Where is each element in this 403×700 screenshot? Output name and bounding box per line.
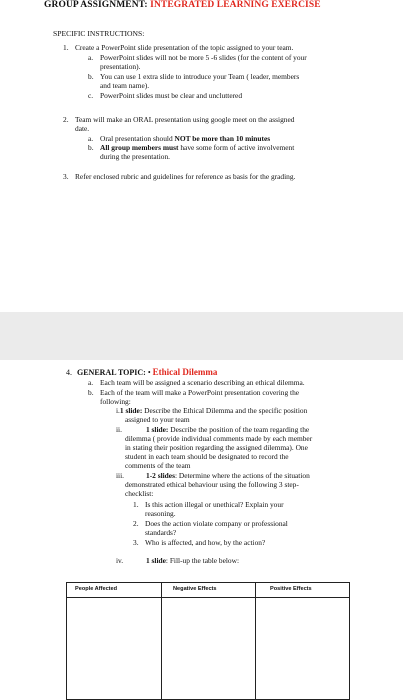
document-page-2 [0,360,403,700]
checklist-1-line-1: Is this action illegal or unethical? Explain your [145,500,284,509]
table-header-positive-effects: Positive Effects [270,586,312,592]
effects-table [66,582,350,700]
checklist-2-number: 2. [133,519,139,528]
item-1b-line-1: You can use 1 extra slide to introduce your Team ( leader, members [100,72,300,81]
topic-a-text: Each team will be assigned a scenario describing an ethical dilemma. [100,378,305,387]
slide-ii-line-2: dilemma ( provide individual comments made by each member [125,434,313,443]
slide-ii-rest: Describe the position of the team regarding the [168,425,310,434]
header-prefix: GROUP ASSIGNMENT: [44,0,148,10]
slide-ii-label: ii. [116,425,122,434]
slide-iv-label: iv. [116,556,124,565]
checklist-1-number: 1. [133,500,139,509]
item-3-text: Refer enclosed rubric and guidelines for reference as basis for the grading. [75,172,296,181]
slide-i-line-2: assigned to your team [125,415,190,424]
topic-bullet: • [147,368,151,377]
topic-number: 4. [66,368,72,377]
slide-ii-line-5: comments of the team [125,461,191,470]
item-1c-line-1: PowerPoint slides must be clear and uncluttered [100,91,243,100]
slide-iii-bold: 1-2 slides [146,471,175,480]
topic-b-line-1: Each of the team will make a PowerPoint presentation covering the [100,388,300,397]
item-1a-label: a. [88,53,94,62]
slide-i-bold: 1 slide: [119,406,143,415]
table-column-divider [255,583,256,699]
item-2b-line-2: during the presentation. [100,152,170,161]
page-separator [0,312,403,360]
topic-title: Ethical Dilemma [152,367,218,377]
item-2b-text [100,143,294,152]
slide-ii-bold: 1 slide: [146,425,169,434]
checklist-3-number: 3. [133,538,139,547]
slide-i-rest: Describe the Ethical Dilemma and the specific position [142,406,308,415]
checklist-2-line-2: standards? [145,528,177,537]
slide-iii-label: iii. [116,471,125,480]
checklist-2-line-1: Does the action violate company or professional [145,519,288,528]
topic-label: GENERAL TOPIC: [77,368,146,377]
topic-b-label: b. [88,388,94,397]
slide-ii [146,425,309,434]
topic-b-line-2: following: [100,397,131,406]
slide-iii-rest: : Determine where the actions of the situation [174,471,310,480]
checklist-1-line-2: reasoning. [145,509,176,518]
item-2a-text [100,134,270,143]
checklist-3-text: Who is affected, and how, by the action? [145,538,266,547]
item-2a-label: a. [88,134,94,143]
topic-a-label: a. [88,378,94,387]
item-1-text: Create a PowerPoint slide presentation of the topic assigned to your team. [75,43,294,52]
slide-ii-line-4: student in each team should be designated to record the [125,452,289,461]
item-2b-label: b. [88,143,94,152]
item-1b-line-2: and team name). [100,81,150,90]
slide-iii [146,471,310,480]
table-header-negative-effects: Negative Effects [173,586,217,592]
item-2a-bold: NOT be more than 10 minutes [174,134,271,143]
item-1a-line-1: PowerPoint slides will not be more 5 -6 slides (for the content of your [100,53,307,62]
document-page-1 [0,0,403,312]
instructions-heading: SPECIFIC INSTRUCTIONS: [53,29,145,38]
slide-ii-line-3: in stating their position regarding the assigned dilemma). One [125,443,308,452]
item-1b-label: b. [88,72,94,81]
item-2-line-2: date. [75,124,90,133]
item-1c-label: c. [88,91,94,100]
item-2b-rest: have some form of active involvement [178,143,295,152]
slide-iii-line-3: checklist: [125,489,154,498]
assignment-header [44,0,321,10]
slide-iv [146,556,239,565]
table-header-people-affected: People Affected [75,586,118,592]
item-1-number: 1. [63,43,69,52]
slide-iii-line-2: demonstrated ethical behaviour using the following 3 step- [125,480,299,489]
header-highlight: INTEGRATED LEARNING EXERCISE [150,0,321,10]
item-2-number: 2. [63,115,69,124]
item-2b-bold: All group members must [100,143,179,152]
table-header-divider [67,597,349,598]
item-3-number: 3. [63,172,69,181]
table-column-divider [161,583,162,699]
slide-iv-bold: 1 slide [146,556,166,565]
item-1a-line-2: presentation). [100,62,141,71]
item-2a-pre: Oral presentation should [100,134,175,143]
slide-i [116,406,307,415]
slide-iv-rest: : Fill-up the table below: [165,556,239,565]
topic-heading [77,367,217,377]
item-2-line-1: Team will make an ORAL presentation using google meet on the assigned [75,115,295,124]
slide-i-label: i. [116,406,120,415]
